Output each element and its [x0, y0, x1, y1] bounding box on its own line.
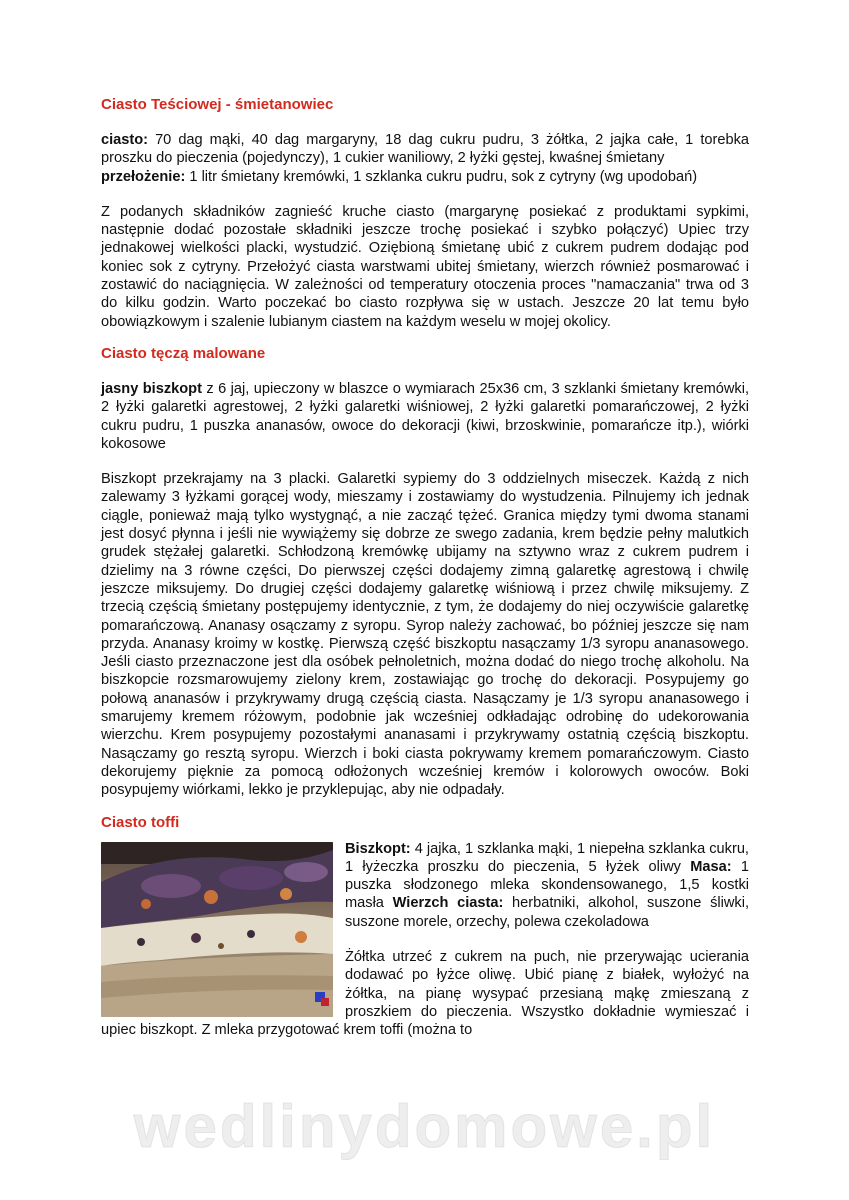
ingredients-label: jasny biszkopt [101, 380, 202, 397]
recipe-title-tecza: Ciasto tęczą malowane [101, 344, 266, 362]
recipe-method-tecza: Biszkopt przekrajamy na 3 placki. Galaretki sypiemy do 3 oddzielnych miseczek. Każdą z nich zalewamy 3 łyżkami gorącej wody, mieszamy i zostawiamy do wystudzenia. Pilnujemy ich jednak ciągle, ponieważ mają tylko wystygnąć, a nie zacząć tężeć. Granica między tymi dwoma stanami jest dosyć płynna i jeśli nie wywiążemy się dobrze ze swego zadania, krem będzie pełny malutkich grudek stężałej galaretki. Schłodzoną kremówkę ubijamy na sztywno wraz z cukrem pudrem i dzielimy na 3 równe części, Do pierwszej części dodajemy zimną galaretkę agrestową i chwilę jeszcze miksujemy. Do drugiej części dodajemy galaretkę wiśniową i przez chwilę miksujemy. Z trzecią częścią śmietany postępujemy identycznie, z tym, że dodajemy do niej oczywiście galaretkę pomarańczową. Ananasy osączamy z syropu. Syrop należy zachować, bo później jeszcze się nam przyda. Ananasy kroimy w kostkę. Pierwszą część biszkoptu nasączamy 1/3 syropu ananasowego. Jeśli ciasto przeznaczone jest dla osóbek pełnoletnich, można dodać do niego trochę alkoholu. Na biszkopcie rozsmarowujemy zielony krem, zostawiając go trochę do dekoracji. Posypujemy go połową ananasów i przykrywamy drugą częścią ciasta. Nasączamy je 1/3 syropu ananasowego i smarujemy kremem różowym, podobnie jak wcześniej odkładając odrobinę do udekorowania wierzchu. Krem posypujemy pozostałymi ananasami i przykrywamy ostatnią częścią biszkoptu. Nasączamy go resztą syropu. Wierzch i boki ciasta pokrywamy kremem pomarańczowym. Ciasto dekorujemy pięknie za pomocą odłożonych wcześniej kremów i kolorowych owoców. Boki posypujemy wiórkami, lekko je przyklepując, aby nie odpadały. [101, 471, 749, 799]
recipe-method-toffi: Żółtka utrzeć z cukrem na puch, nie przerywając ucierania dodawać po łyżce oliwę. Ubić pianę z białek, wyłożyć na żółtka, na pianę wysypać przesianą mąkę zmieszaną z proszkiem do pieczenia. Wszystko dokładnie wymieszać i upiec biszkopt. Z mleka przygotować krem toffi (można to [101, 948, 749, 1039]
filling-label: przełożenie: [101, 168, 186, 185]
mass-text: 1 puszka słodzonego mleka skondensowanego, 1,5 kostki masła [345, 858, 749, 912]
watermark-text: wedlinydomowe.pl [133, 1093, 716, 1160]
recipe-ingredients-tecza [101, 380, 749, 453]
ingredients-label: ciasto: [101, 132, 149, 148]
ingredients-text: 70 dag mąki, 40 dag margaryny, 18 dag cukru pudru, 3 żółtka, 2 jajka całe, 1 torebka proszku do pieczenia (pojedynczy), 1 cukier waniliowy, 2 łyżki gęstej, kwaśnej śmietany [101, 132, 749, 167]
recipe-ingredients-tesciowej [101, 131, 749, 186]
top-text: herbatniki, alkohol, suszone śliwki, suszone morele, orzechy, polewa czekoladowa [345, 895, 750, 930]
recipe-title-tesciowej: Ciasto Teściowej - śmietanowiec [101, 96, 334, 113]
cake-photo [101, 842, 333, 1017]
top-label: Wierzch ciasta: [392, 895, 504, 912]
sponge-label: Biszkopt: [345, 840, 411, 857]
sponge-text: 4 jajka, 1 szklanka mąki, 1 niepełna szklanka cukru, 1 łyżeczka proszku do pieczenia, 5 łyżek oliwy [345, 840, 749, 875]
ingredients-text: z 6 jaj, upieczony w blaszce o wymiarach 25x36 cm, 3 szklanki śmietany kremówki, 2 łyżki galaretki agrestowej, 2 łyżki galaretki wiśniowej, 2 łyżki galaretki pomarańczowej, 2 łyżki cukru pudru, 1 puszka ananasów, owoce do dekoracji (kiwi, brzoskwinie, pomarańcze itp.), wiórki kokosowe [101, 380, 749, 452]
filling-text: 1 litr śmietany kremówki, 1 szklanka cukru pudru, sok z cytryny (wg upodobań) [185, 168, 698, 185]
recipe-toffi-body [101, 840, 749, 1040]
document-page [101, 96, 749, 1039]
mass-label: Masa: [690, 858, 732, 875]
recipe-method-tesciowej: Z podanych składników zagnieść kruche ciasto (margarynę posiekać z produktami sypkimi, następnie dodać pozostałe składniki jeszcze trochę posiekać i szybko połączyć) Upiec trzy jednakowej wielkości placki, wystudzić. Oziębioną śmietanę ubić z cukrem pudrem dodając pod koniec sok z cytryny. Przełożyć ciasta warstwami ubitej śmietany, wierzch również posmarować i zostawić do naciągnięcia. W zależności od temperatury otoczenia proces "namaczania" trwa od 3 do kilku godzin. Warto poczekać bo ciasto rozpływa się w ustach. Jeszcze 20 lat temu było obowiązkowym i szalenie lubianym ciastem na każdym weselu w mojej okolicy. [101, 203, 749, 330]
recipe-title-toffi: Ciasto toffi [101, 813, 180, 831]
